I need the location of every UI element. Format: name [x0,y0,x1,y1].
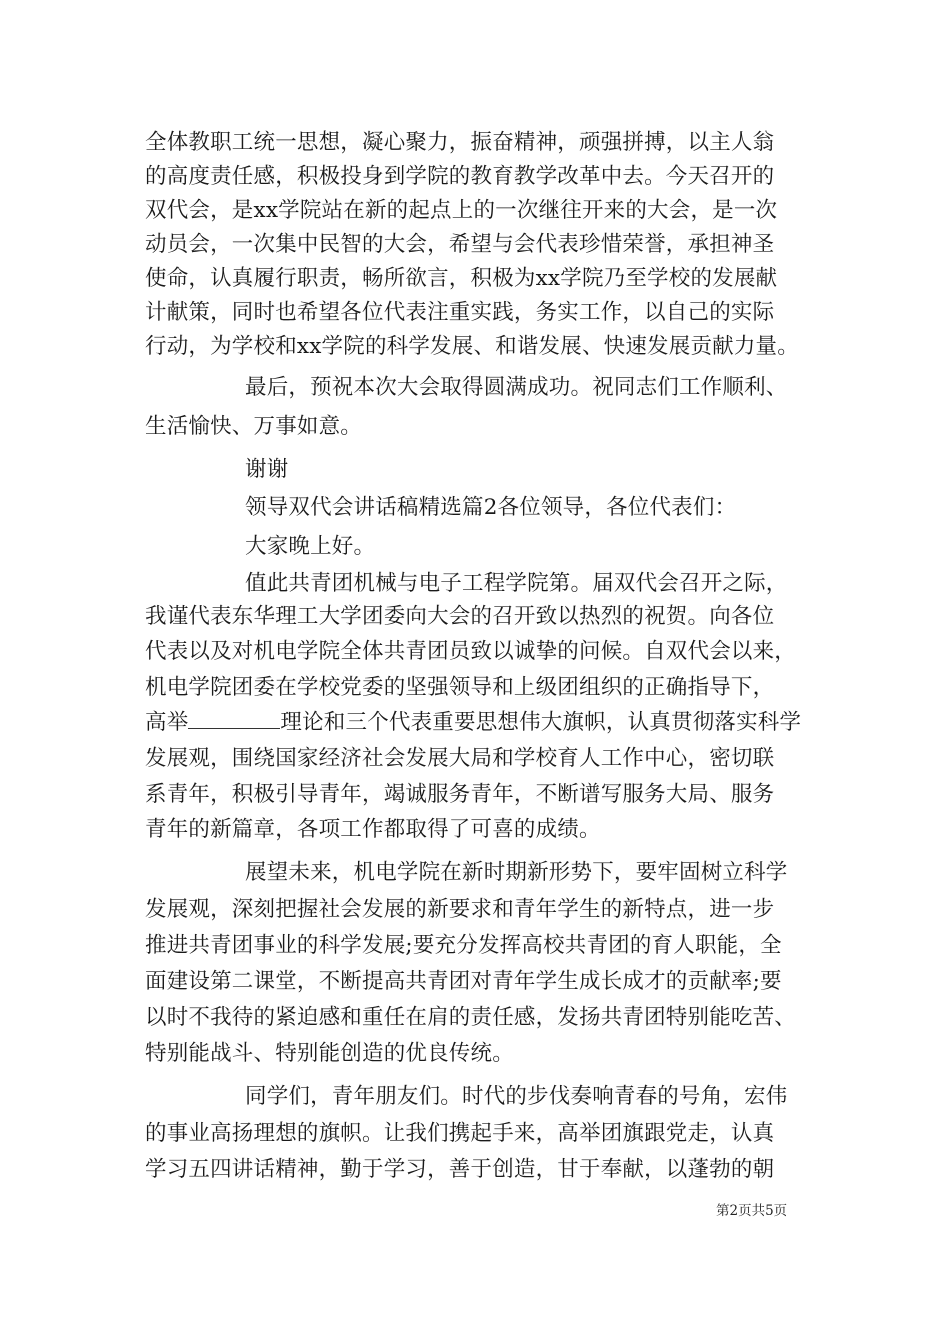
text-line: 行动，为学校和xx学院的科学发展、和谐发展、快速发展贡献力量。 [145,334,799,359]
text-line: 特别能战斗、特别能创造的优良传统。 [145,1041,514,1066]
text-line: 动员会，一次集中民智的大会，希望与会代表珍惜荣誉，承担神圣 [145,232,775,257]
fill-blank [188,708,280,729]
text-line: 最后，预祝本次大会取得圆满成功。祝同志们工作顺利、 [245,375,788,400]
line-rest-text: 理论和三个代表重要思想伟大旗帜，认真贯彻落实科学 [280,710,802,735]
text-line: 领导双代会讲话稿精选篇2各位领导，各位代表们： [245,495,737,520]
text-line-with-blank [0,706,950,740]
text-line: 发展观，围绕国家经济社会发展大局和学校育人工作中心，密切联 [145,746,775,771]
text-line: 计献策，同时也希望各位代表注重实践，务实工作，以自己的实际 [145,300,775,325]
text-line: 发展观，深刻把握社会发展的新要求和青年学生的新特点，进一步 [145,897,775,922]
text-line: 推进共青团事业的科学发展;要充分发挥高校共青团的育人职能，全 [145,933,782,958]
text-line: 以时不我待的紧迫感和重任在肩的责任感，发扬共青团特别能吃苦、 [145,1005,797,1030]
text-line: 面建设第二课堂，不断提高共青团对青年学生成长成才的贡献率;要 [145,969,782,994]
text-line: 大家晚上好。 [245,534,376,559]
text-line: 青年的新篇章，各项工作都取得了可喜的成绩。 [145,817,601,842]
text-line: 机电学院团委在学校党委的坚强领导和上级团组织的正确指导下， [145,675,775,700]
text-line: 学习五四讲话精神，勤于学习，善于创造，甘于奉献，以蓬勃的朝 [145,1157,775,1182]
text-line: 值此共青团机械与电子工程学院第。届双代会召开之际， [245,571,788,596]
text-line: 展望未来，机电学院在新时期新形势下，要牢固树立科学 [245,860,788,885]
text-line: 代表以及对机电学院全体共青团员致以诚挚的问候。自双代会以来， [145,639,797,664]
text-line: 全体教职工统一思想，凝心聚力，振奋精神，顽强拼搏，以主人翁 [145,130,775,155]
page-number-footer: 第2页共5页 [716,1203,788,1219]
line-start-text: 高举 [145,710,189,735]
text-line: 生活愉快、万事如意。 [145,414,363,439]
text-line: 的事业高扬理想的旗帜。让我们携起手来，高举团旗跟党走，认真 [145,1121,775,1146]
text-line: 双代会，是xx学院站在新的起点上的一次继往开来的大会，是一次 [145,198,778,223]
text-line: 谢谢 [245,457,289,482]
text-line: 的高度责任感，积极投身到学院的教育教学改革中去。今天召开的 [145,164,775,189]
text-line: 使命，认真履行职责，畅所欲言，积极为xx学院乃至学校的发展献 [145,266,778,291]
text-line: 同学们，青年朋友们。时代的步伐奏响青春的号角，宏伟 [245,1084,788,1109]
text-line: 我谨代表东华理工大学团委向大会的召开致以热烈的祝贺。向各位 [145,604,775,629]
text-line: 系青年，积极引导青年，竭诚服务青年，不断谱写服务大局、服务 [145,782,775,807]
